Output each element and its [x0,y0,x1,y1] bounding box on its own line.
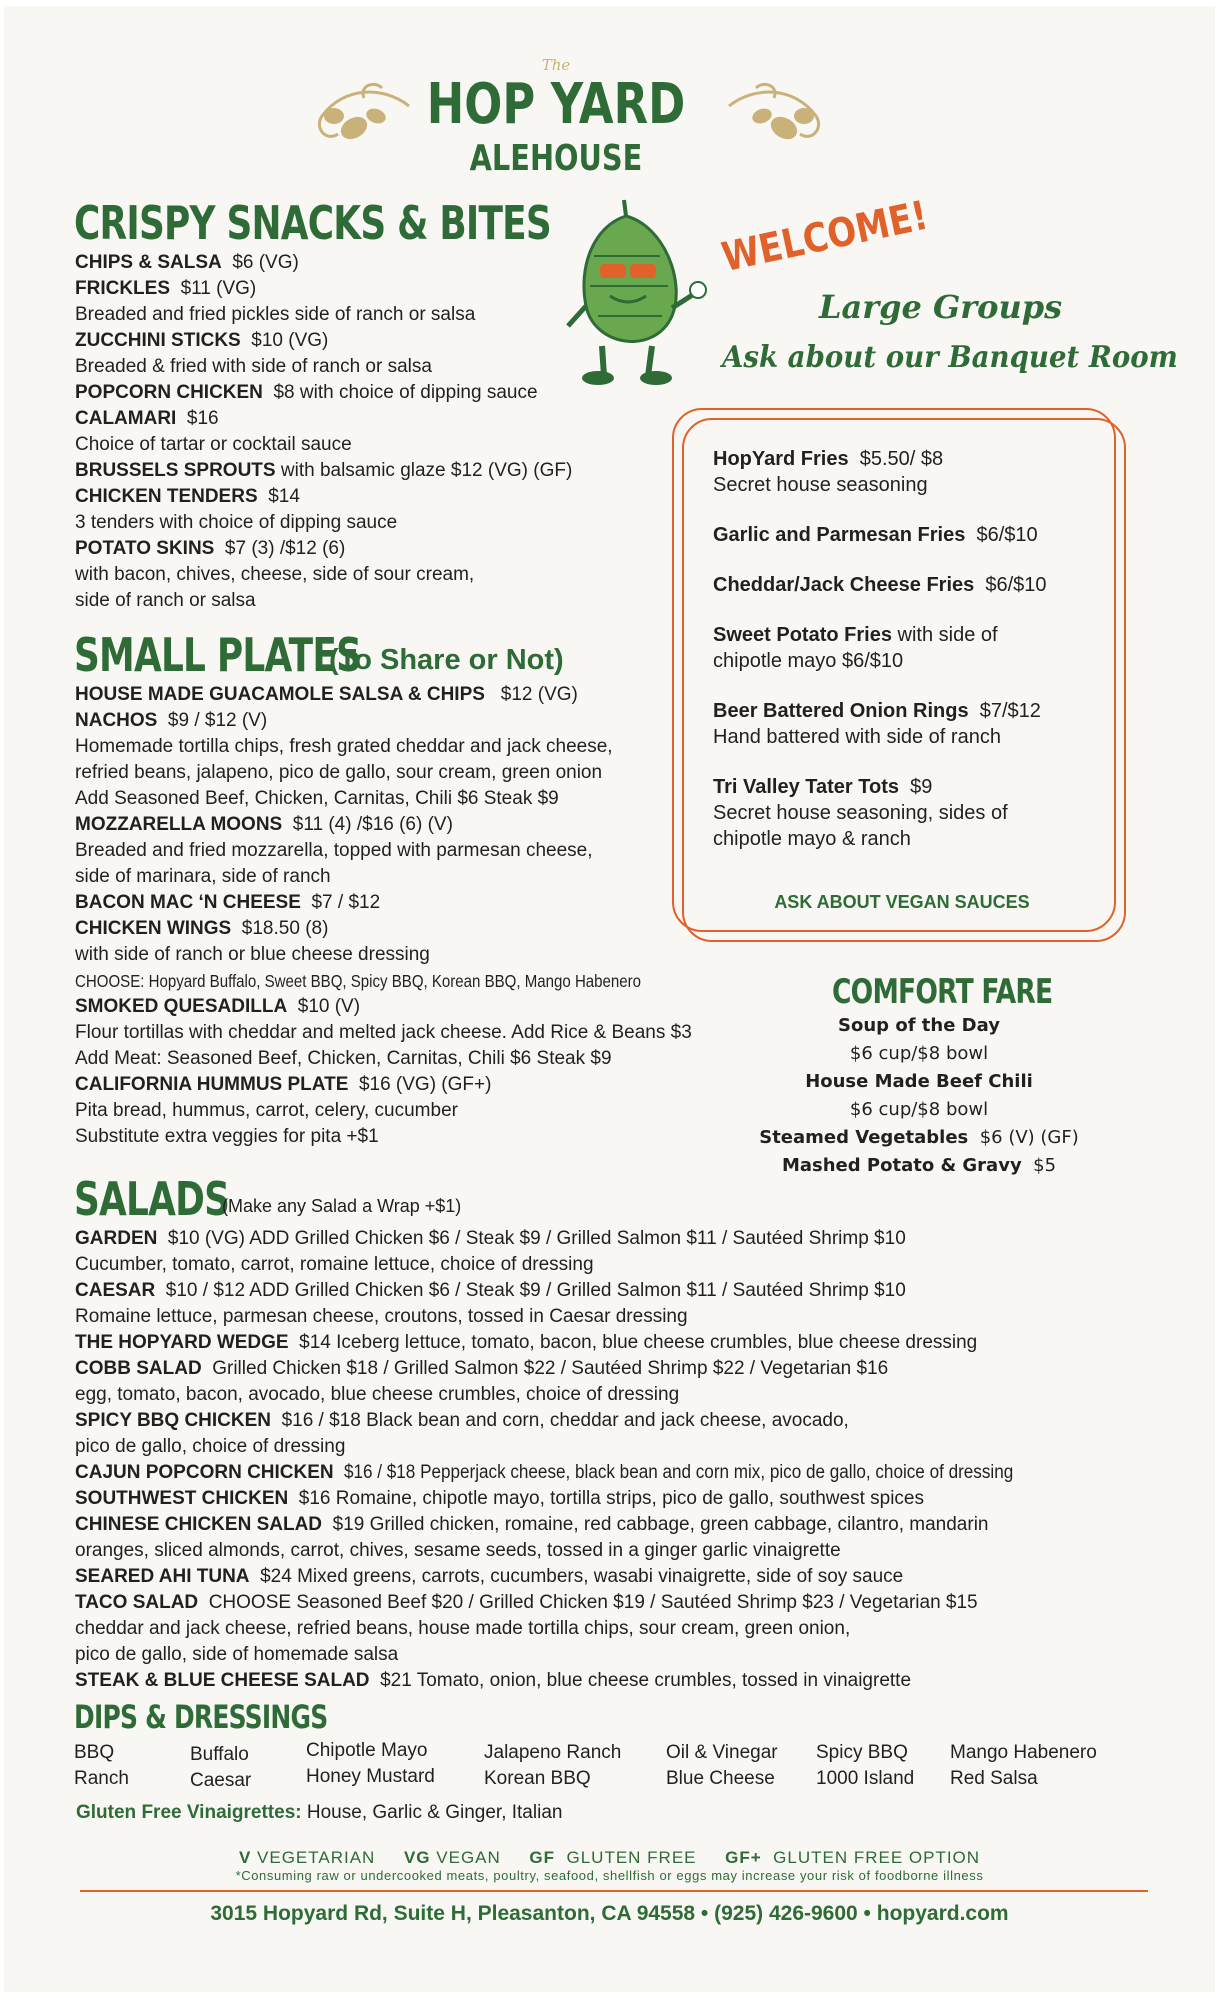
logo-the: The [541,56,571,74]
plate-desc: Pita bread, hummus, carrot, celery, cucumber [75,1100,458,1121]
salad-caesar: CAESAR $10 / $12 ADD Grilled Chicken $6 / Steak $9 / Grilled Salmon $11 / Sautéed Shrimp $10 [75,1280,906,1301]
plate-desc: side of marinara, side of ranch [75,866,331,887]
comfort-sub: $6 cup/$8 bowl [849,1043,989,1064]
plate-desc: Flour tortillas with cheddar and melted jack cheese. Add Rice & Beans $3 [75,1022,692,1043]
snack-chicken-tenders: CHICKEN TENDERS $14 [75,486,300,507]
salad-desc: Romaine lettuce, parmesan cheese, croutons, tossed in Caesar dressing [75,1306,688,1327]
salad-desc: egg, tomato, bacon, avocado, blue cheese crumbles, choice of dressing [75,1384,680,1405]
footer-divider [80,1890,1148,1892]
plate-desc: refried beans, jalapeno, pico de gallo, sour cream, green onion [75,762,603,783]
salads-list [75,1226,1088,1694]
fries-desc: Secret house seasoning, sides of [713,802,1008,824]
salad-seared-ahi-tuna: SEARED AHI TUNA $24 Mixed greens, carrots, cucumbers, wasabi vinaigrette, side of soy sauce [75,1566,904,1587]
salad-garden: GARDEN $10 (VG) ADD Grilled Chicken $6 / Steak $9 / Grilled Salmon $11 / Sautéed Shrimp $10 [75,1228,906,1249]
salad-desc: oranges, sliced almonds, carrot, chives, sesame seeds, tossed in a ginger garlic vinaigrette [75,1540,841,1561]
salads-subheading: (Make any Salad a Wrap +$1) [222,1196,462,1216]
snack-frickles: FRICKLES $11 (VG) [75,278,257,299]
small-plates-list [75,682,733,1150]
salad-desc: Cucumber, tomato, carrot, romaine lettuce, choice of dressing [75,1254,594,1275]
salad-spicy-bbq-chicken: SPICY BBQ CHICKEN $16 / $18 Black bean and corn, cheddar and jack cheese, avocado, [75,1410,849,1431]
plate-wings-choose: CHOOSE: Hopyard Buffalo, Sweet BBQ, Spicy BBQ, Korean BBQ, Mango Habenero [75,971,642,991]
menu-page [4,6,1215,1992]
fries-item: Cheddar/Jack Cheese Fries $6/$10 [713,574,1047,596]
plate-desc: Breaded and fried mozzarella, topped with parmesan cheese, [75,840,593,861]
hop-mascot-icon [564,196,714,386]
vegan-sauces-note: ASK ABOUT VEGAN SAUCES [774,892,1030,912]
fries-desc: chipotle mayo & ranch [713,828,911,850]
fries-desc: Hand battered with side of ranch [713,726,1001,748]
plate-hummus: CALIFORNIA HUMMUS PLATE $16 (VG) (GF+) [75,1074,492,1095]
plate-desc: with side of ranch or blue cheese dressing [75,944,430,965]
dips-col-3: Chipotle Mayo Honey Mustard [306,1740,435,1787]
snack-potato-skins: POTATO SKINS $7 (3) /$12 (6) [75,538,346,559]
salad-steak-blue-cheese: STEAK & BLUE CHEESE SALAD $21 Tomato, onion, blue cheese crumbles, tossed in vinaigrette [75,1670,912,1691]
snacks-heading: CRISPY SNACKS & BITES [74,196,551,250]
salad-desc: pico de gallo, choice of dressing [75,1436,346,1457]
plate-desc: Add Meat: Seasoned Beef, Chicken, Carnitas, Chili $6 Steak $9 [75,1048,612,1069]
comfort-item: Soup of the Day [838,1015,1000,1036]
dips-heading: DIPS & DRESSINGS [74,1698,328,1736]
snack-brussels-sprouts: BRUSSELS SPROUTS with balsamic glaze $12 (VG) (GF) [75,460,573,481]
salad-taco: TACO SALAD CHOOSE Seasoned Beef $20 / Grilled Chicken $19 / Sautéed Shrimp $23 / Vegetarian $15 [75,1592,978,1613]
salad-chinese-chicken: CHINESE CHICKEN SALAD $19 Grilled chicken, romaine, red cabbage, green cabbage, cilantro, mandarin [75,1514,989,1535]
comfort-item: House Made Beef Chili [805,1071,1033,1092]
plate-desc: Substitute extra veggies for pita +$1 [75,1126,379,1147]
gf-vinaigrettes: Gluten Free Vinaigrettes: House, Garlic & Ginger, Italian [76,1802,563,1823]
plate-nachos: NACHOS $9 / $12 (V) [75,710,268,731]
small-plates-heading: SMALL PLATES [74,628,362,682]
diet-legend: V VEGETARIAN VG VEGAN GF GLUTEN FREE GF+ GLUTEN FREE OPTION [238,1848,981,1867]
snack-desc: Choice of tartar or cocktail sauce [75,434,352,455]
dips-col-1: BBQ Ranch [74,1742,129,1789]
welcome-title: WELCOME! [718,192,932,281]
snack-chips-salsa: CHIPS & SALSA $6 (VG) [75,252,299,273]
snack-desc: side of ranch or salsa [75,590,256,611]
comfort-item: Steamed Vegetables $6 (V) (GF) [759,1127,1079,1148]
welcome-large-groups: Large Groups [819,288,1063,326]
fries-item: Beer Battered Onion Rings $7/$12 [713,700,1041,722]
fries-item: HopYard Fries $5.50/ $8 [713,448,944,470]
fries-item: Tri Valley Tater Tots $9 [713,776,933,798]
footer-address: 3015 Hopyard Rd, Suite H, Pleasanton, CA 94558 • (925) 426-9600 • hopyard.com [210,1902,1009,1925]
hop-ornament-left-icon [304,76,414,156]
plate-smoked-quesadilla: SMOKED QUESADILLA $10 (V) [75,996,361,1017]
snack-popcorn-chicken: POPCORN CHICKEN $8 with choice of dipping sauce [75,382,538,403]
dips-col-6: Spicy BBQ 1000 Island [816,1742,915,1789]
plate-desc: Homemade tortilla chips, fresh grated cheddar and jack cheese, [75,736,613,757]
plate-bacon-mac: BACON MAC ‘N CHEESE $7 / $12 [75,892,381,913]
plate-chicken-wings: CHICKEN WINGS $18.50 (8) [75,918,329,939]
fries-item: Garlic and Parmesan Fries $6/$10 [713,524,1038,546]
fries-item: Sweet Potato Fries with side of [713,624,998,646]
fries-desc: Secret house seasoning [713,474,928,496]
comfort-list [744,1012,1094,1180]
snack-desc: 3 tenders with choice of dipping sauce [75,512,398,533]
snack-zucchini-sticks: ZUCCHINI STICKS $10 (VG) [75,330,329,351]
logo-subtitle: ALEHOUSE [469,138,643,179]
hop-ornament-right-icon [724,76,834,156]
plate-mozzarella-moons: MOZZARELLA MOONS $11 (4) /$16 (6) (V) [75,814,453,835]
plate-guacamole: HOUSE MADE GUACAMOLE SALSA & CHIPS $12 (VG) [75,684,578,705]
disclaimer: *Consuming raw or undercooked meats, poultry, seafood, shellfish or eggs may increase your risk of foodborne illness [235,1868,984,1883]
salad-desc: cheddar and jack cheese, refried beans, house made tortilla chips, sour cream, green onion, [75,1618,851,1639]
small-plates-subheading: (To Share or Not) [329,644,564,676]
plate-desc: Add Seasoned Beef, Chicken, Carnitas, Chili $6 Steak $9 [75,788,559,809]
salad-cobb: COBB SALAD Grilled Chicken $18 / Grilled Salmon $22 / Sautéed Shrimp $22 / Vegetarian $16 [75,1358,889,1379]
snack-desc: Breaded & fried with side of ranch or salsa [75,356,432,377]
salad-desc: pico de gallo, side of homemade salsa [75,1644,399,1665]
snack-calamari: CALAMARI $16 [75,408,219,429]
salads-heading: SALADS [74,1172,230,1226]
dips-col-4: Jalapeno Ranch Korean BBQ [484,1742,622,1789]
logo-title: HOP YARD [426,72,686,137]
comfort-heading: COMFORT FARE [832,972,1053,1012]
comfort-item: Mashed Potato & Gravy $5 [781,1155,1057,1176]
fries-desc: chipotle mayo $6/$10 [713,650,904,672]
salad-southwest-chicken: SOUTHWEST CHICKEN $16 Romaine, chipotle mayo, tortilla strips, pico de gallo, southwest spices [75,1488,924,1509]
comfort-sub: $6 cup/$8 bowl [849,1099,989,1120]
snack-desc: with bacon, chives, cheese, side of sour cream, [75,564,475,585]
snack-desc: Breaded and fried pickles side of ranch or salsa [75,304,476,325]
fries-list [713,446,1047,852]
logo [384,50,728,180]
dips-col-5: Oil & Vinegar Blue Cheese [666,1742,778,1789]
salad-hopyard-wedge: THE HOPYARD WEDGE $14 Iceberg lettuce, tomato, bacon, blue cheese crumbles, blue cheese dressing [75,1332,978,1353]
dips-col-2: Buffalo Caesar [190,1744,252,1791]
welcome-banquet-room: Ask about our Banquet Room [722,340,1178,375]
snacks-list [75,250,572,614]
dips-col-7: Mango Habenero Red Salsa [950,1742,1097,1789]
salad-cajun-popcorn-chicken: CAJUN POPCORN CHICKEN $16 / $18 Pepperjack cheese, black bean and corn mix, pico de gallo, choice of dressing [75,1462,1014,1483]
